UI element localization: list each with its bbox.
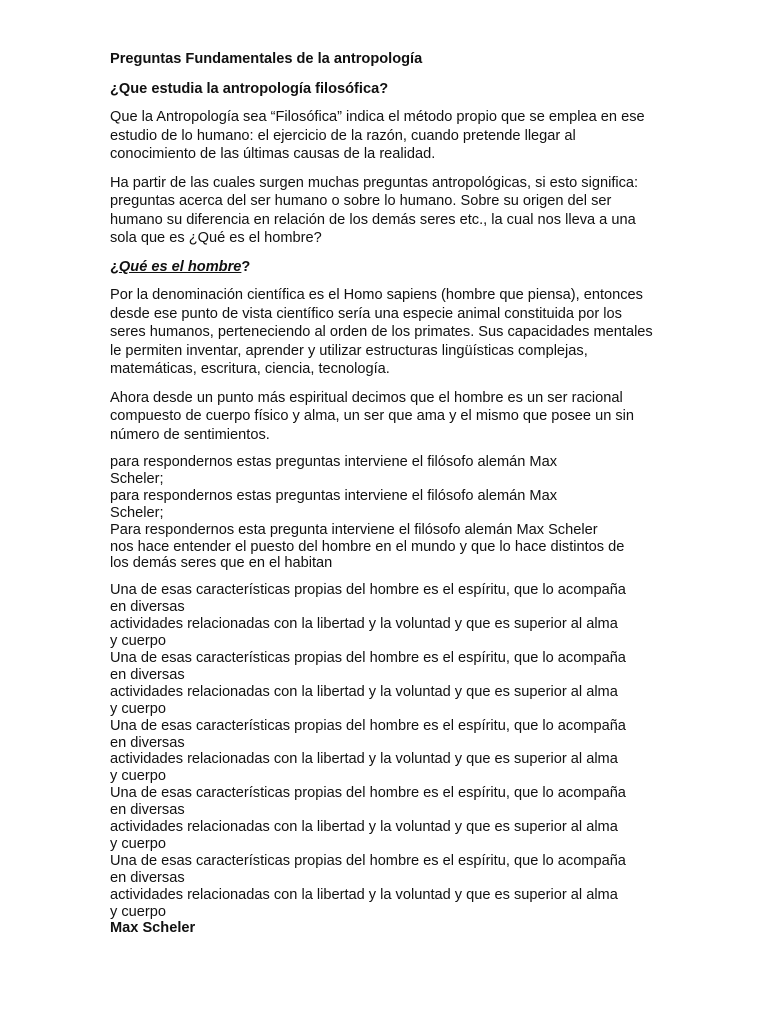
text-line: Scheler;	[110, 504, 164, 521]
text-line: para respondernos estas preguntas interviene el filósofo alemán Max	[110, 454, 557, 470]
heading-open-mark: ¿	[110, 258, 119, 275]
document-title: Preguntas Fundamentales de la antropología	[110, 51, 423, 67]
text-line: en diversas	[110, 802, 185, 819]
scheler-block	[110, 454, 660, 572]
text-line: y cuerpo	[110, 835, 166, 852]
paragraph-metodo: Que la Antropología sea “Filosófica” indica el método propio que se emplea en ese estudio de lo humano: el ejercicio de la razón, cuando pretende llegar al conocimiento de las últimas causas de la realidad.	[110, 109, 645, 162]
text-line: Una de esas características propias del hombre es el espíritu, que lo acompaña	[110, 649, 626, 666]
text-line: y cuerpo	[110, 700, 166, 717]
heading-close-mark: ?	[241, 258, 251, 275]
paragraph-espiritual: Ahora desde un punto más espiritual decimos que el hombre es un ser racional compuesto de cuerpo físico y alma, un ser que ama y el mismo que posee un sin número de sentimientos.	[110, 389, 635, 443]
text-line: en diversas	[110, 666, 185, 683]
text-line: en diversas	[110, 734, 185, 751]
text-line: Una de esas características propias del hombre es el espíritu, que lo acompaña	[110, 717, 626, 734]
final-label: Max Scheler	[110, 920, 196, 937]
text-line: y cuerpo	[110, 768, 166, 785]
text-line: actividades relacionadas con la libertad y la voluntad y que es superior al alma	[110, 683, 618, 700]
text-line: actividades relacionadas con la libertad y la voluntad y que es superior al alma	[110, 819, 618, 836]
paragraph-preguntas: Ha partir de las cuales surgen muchas preguntas antropológicas, si esto significa: preguntas acerca del ser humano o sobre lo humano. Sobre su origen del ser humano su diferencia en relación de los demás seres etc., la cual nos lleva a una sola que es ¿Qué es el hombre?	[110, 174, 639, 246]
document-body	[110, 50, 660, 937]
text-line: los demás seres que en el habitan	[110, 555, 333, 572]
text-line: Una de esas características propias del hombre es el espíritu, que lo acompaña	[110, 582, 626, 599]
text-line: nos hace entender el puesto del hombre en el mundo y que lo hace distintos de	[110, 538, 625, 555]
text-line: Una de esas características propias del hombre es el espíritu, que lo acompaña	[110, 852, 626, 869]
text-line: Una de esas características propias del hombre es el espíritu, que lo acompaña	[110, 785, 626, 802]
paragraph-homo-sapiens: Por la denominación científica es el Homo sapiens (hombre que piensa), entonces desde ese punto de vista científico sería una especie animal constituida por los seres humanos, perteneciendo al orden de los primates. Sus capacidades mentales le permiten inventar, aprender y utilizar estructuras lingüísticas complejas, matemáticas, escritura, ciencia, tecnología.	[110, 287, 653, 377]
text-line: en diversas	[110, 869, 185, 886]
text-line: actividades relacionadas con la libertad y la voluntad y que es superior al alma	[110, 751, 618, 768]
text-line: actividades relacionadas con la libertad y la voluntad y que es superior al alma	[110, 886, 618, 903]
section-heading-hombre	[110, 258, 660, 277]
section-heading-antropologia: ¿Que estudia la antropología filosófica?	[110, 80, 389, 97]
text-line: para respondernos estas preguntas interviene el filósofo alemán Max	[110, 487, 557, 504]
text-line: y cuerpo	[110, 903, 166, 920]
text-line: Para respondernos esta pregunta interviene el filósofo alemán Max Scheler	[110, 521, 598, 538]
spirit-block	[110, 582, 660, 937]
text-line: Scheler;	[110, 470, 164, 487]
text-line: en diversas	[110, 599, 185, 616]
heading-hombre-text: Qué es el hombre	[118, 258, 242, 275]
text-line: actividades relacionadas con la libertad y la voluntad y que es superior al alma	[110, 616, 618, 633]
text-line: y cuerpo	[110, 633, 166, 650]
